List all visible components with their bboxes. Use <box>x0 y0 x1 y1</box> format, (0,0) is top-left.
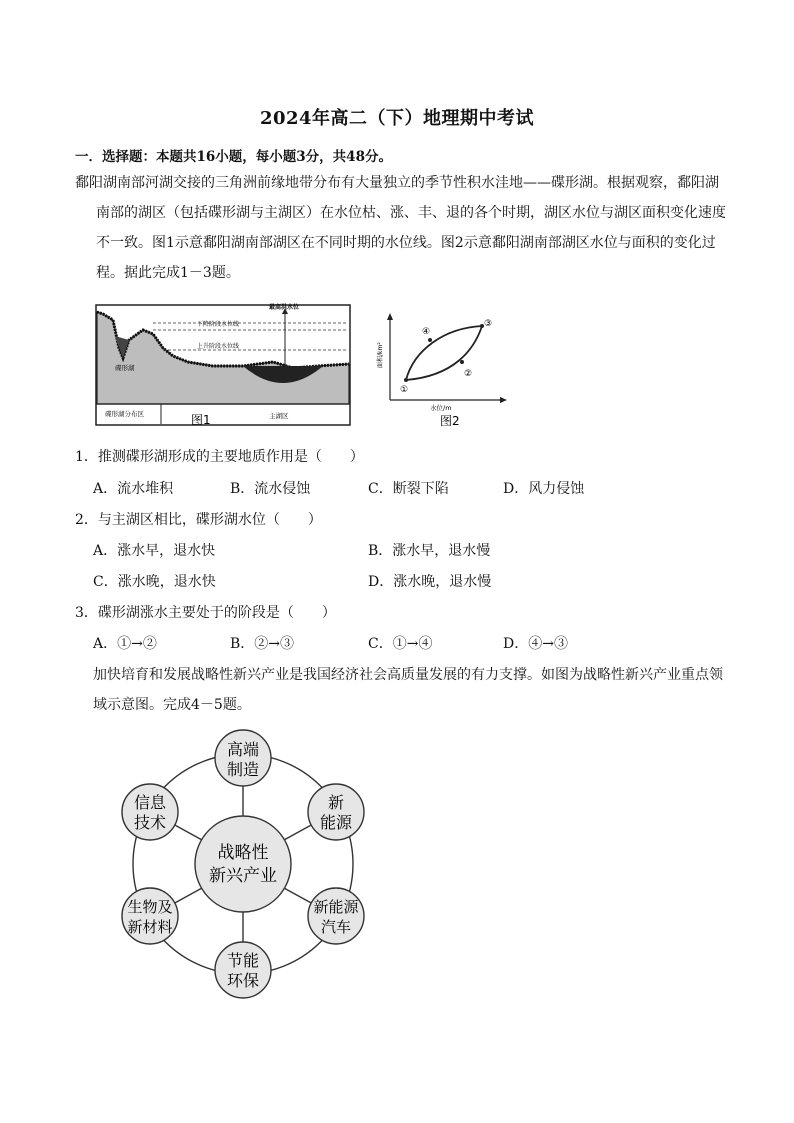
section-heading: 一．选择题：本题共16小题，每小题3分，共48分。 <box>75 149 392 165</box>
node-label: 高端 <box>226 740 260 759</box>
question-1-option-d[interactable]: D．风力侵蚀 <box>503 481 585 497</box>
question-2-option-a[interactable]: A．涨水早，退水快 <box>93 543 216 559</box>
node-label: 新能源 <box>313 898 359 916</box>
node-label: 信息 <box>133 793 167 812</box>
material-paragraph-1 <box>75 168 725 288</box>
center-label-line1: 战略性 <box>217 843 269 863</box>
figure-1-caption: 图1 <box>191 413 211 427</box>
question-1-option-b[interactable]: B．流水侵蚀 <box>230 481 311 497</box>
node-label: 制造 <box>226 760 260 779</box>
material-line: 不一致。图1示意鄱阳湖南部湖区在不同时期的水位线。图2示意鄱阳湖南部湖区水位与面积的变化过 <box>96 235 716 251</box>
material-line: 鄱阳湖南部河湖交接的三角洲前缘地带分布有大量独立的季节性积水洼地——碟形湖。根据观察，鄱阳湖 <box>75 175 719 191</box>
question-1-option-c[interactable]: C．断裂下陷 <box>368 481 449 497</box>
question-2-option-b[interactable]: B．涨水早，退水慢 <box>368 543 491 559</box>
question-3-option-b[interactable]: B．②→③ <box>230 636 295 652</box>
node-label: 技术 <box>133 813 167 832</box>
label-rising-stage: 上升阶段水位线 <box>197 343 240 350</box>
node-label: 新 <box>327 793 345 812</box>
x-axis-label: 水位/m <box>430 404 452 412</box>
question-3-option-a[interactable]: A．①→② <box>93 636 157 652</box>
label-main-area: 主湖区 <box>269 412 289 420</box>
node-label: 汽车 <box>320 918 352 936</box>
figure-1-lake-profile <box>93 300 353 428</box>
question-3-option-d[interactable]: D．④→③ <box>503 636 568 652</box>
point-label-3: ③ <box>484 319 493 329</box>
page-title: 2024年高二（下）地理期中考试 <box>259 108 535 129</box>
point-1 <box>404 378 408 382</box>
question-1-stem: 1．推测碟形湖形成的主要地质作用是（ ） <box>75 449 364 465</box>
figure-3-industry-diagram <box>118 728 368 1000</box>
point-label-4: ④ <box>422 327 431 337</box>
figure-2-level-area-loop <box>374 310 514 428</box>
label-falling-stage: 下降阶段水位线 <box>197 321 240 328</box>
point-2 <box>460 360 464 364</box>
center-circle <box>195 816 291 912</box>
node-label: 新材料 <box>127 918 173 936</box>
node-label: 能源 <box>319 813 353 832</box>
y-axis-label: 面积/km² <box>377 342 384 368</box>
label-dish-area: 碟形湖分布区 <box>105 410 144 418</box>
question-3-stem: 3．碟形湖涨水主要处于的阶段是（ ） <box>75 605 336 621</box>
point-label-1: ① <box>400 385 409 395</box>
question-2-option-c[interactable]: C．涨水晚，退水快 <box>93 574 216 590</box>
material-line: 域示意图。完成4－5题。 <box>93 697 251 713</box>
label-dish-lake: 碟形湖 <box>115 364 135 372</box>
figure-2-caption: 图2 <box>440 414 460 428</box>
material-paragraph-2 <box>93 660 733 720</box>
question-1-option-a[interactable]: A．流水堆积 <box>93 481 174 497</box>
question-3-option-c[interactable]: C．①→④ <box>368 636 433 652</box>
material-line: 南部的湖区（包括碟形湖与主湖区）在水位枯、涨、丰、退的各个时期，湖区水位与湖区面积变化速度 <box>96 205 726 221</box>
question-2-stem: 2．与主湖区相比，碟形湖水位（ ） <box>75 512 322 528</box>
center-label-line2: 新兴产业 <box>209 866 277 886</box>
material-line: 加快培育和发展战略性新兴产业是我国经济社会高质量发展的有力支撑。如图为战略性新兴产业重点领 <box>93 667 723 683</box>
node-label: 环保 <box>226 971 260 990</box>
label-highest-flood: 最高洪水位 <box>269 304 300 311</box>
question-2-option-d[interactable]: D．涨水晚，退水慢 <box>368 574 492 590</box>
node-label: 生物及 <box>127 898 173 916</box>
y-axis-arrow <box>387 313 393 320</box>
x-axis-arrow <box>500 397 507 403</box>
material-line: 程。据此完成1－3题。 <box>96 265 240 281</box>
point-4 <box>428 338 432 342</box>
node-label: 节能 <box>226 951 260 970</box>
point-label-2: ② <box>464 369 473 379</box>
